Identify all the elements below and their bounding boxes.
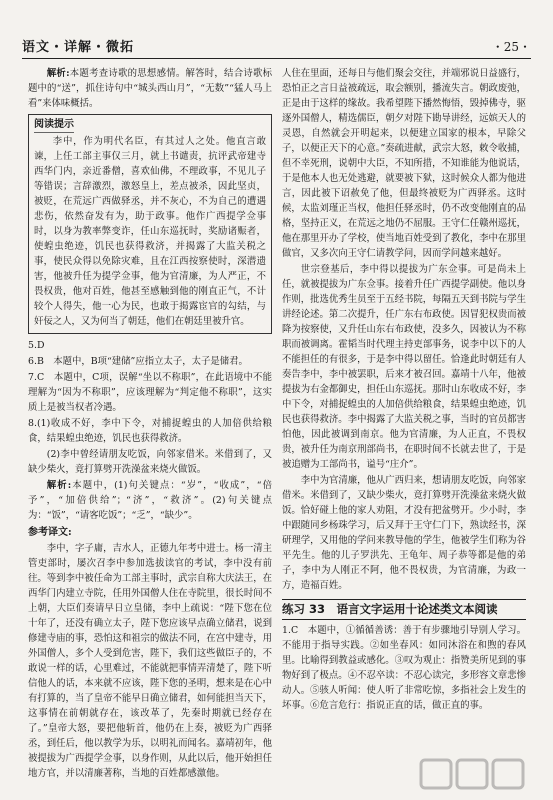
- answer-num: 5.: [28, 340, 37, 351]
- analysis-8: [28, 478, 272, 523]
- analysis-label: 解析:: [46, 480, 72, 491]
- answer-text: B 本题中，B项“建储”应指立太子，太子是储君。: [36, 356, 248, 367]
- page-header: [22, 34, 531, 59]
- running-title: 语文・详解・微拓: [22, 40, 135, 55]
- answer-num: 6.: [28, 356, 37, 367]
- answer-num: 8.: [28, 418, 37, 429]
- answer-text: (2)李中曾经请朋友吃饭，向邻家借米。米借到了，又缺少柴火，竟打算劈开洗澡盆来烧火做饭。: [28, 449, 272, 475]
- analysis-label: 解析:: [46, 68, 70, 79]
- translation-title: 参考译文:: [28, 527, 72, 538]
- translation-paragraph: 人住在里面，还每日与他们聚会交往，并端邪说日益盛行，恐怕正之言日益被疏远，取会额别，播流失言。朝政废弛，正是由于这样的缘故。我希望陛下播然悔悟，毁掉佛寺，驱逐外国僧人，精选儒臣，朝夕对陛下勘导讲经，远嫔天人的灵恩，自然就会开明起来，以便建立国家的根本，早除父子，以便正天下的心意。”奏疏进献，武宗大怒，敕令收捕，但不幸死刑，说朝中大臣，不知所措，不知谁能为他说话，于是他本人也无处逃避，就要被下狱，这时候众人都为他进言，因此被下诏赦免了他，但最终被贬为广西驿丞。这时候，太监刘瑾正当权，他担任驿丞时，仍不改变他刚直的品格，坚持正义，在荒远之地仍不屈服。王守仁任赣州巡抚，他在那里开办了学校，使当地百姓受到了教化，李中在那里做官，又多次向王守仁请教学问，因而学问越来越好。: [282, 68, 526, 259]
- analysis-text: 本题中，(1)句关键点：“岁”，“收成”，“倍予”，“加倍供给”；“济”，“救济”。(2)句关键点为：“饭”，“请客吃饭”；“乏”，“缺少”。: [28, 480, 272, 521]
- analysis-text: 本题考查诗歌的思想感情。解答时，结合诗歌标题中的“送”，抓住诗句中“城头西山月”，“无数”“猛人马上看”来体味概括。: [28, 68, 272, 109]
- exercise-answer: [282, 623, 526, 713]
- exercise-heading: 练习 33 语言文字运用十论述类文本阅读: [282, 599, 526, 620]
- answer-item: [28, 370, 272, 415]
- right-column: [282, 66, 526, 714]
- translation-paragraph: 李中为官清廉，他从广西归来，想请朋友吃饭，向邻家借米。米借到了，又缺少柴火，竟打算劈开洗澡盆来烧火做饭。恰好碰上他的家人劝阻，才没有把盆劈开。少小时，李中跟随同乡杨珠学习，后又拜于王守仁门下，熟读经书，深研理学，又用他的学问来教导他的学生，他被学生们称为谷平先生。他的儿子罗洪先、王龟年、周子恭等都是他的弟子，李中为人刚正不阿，他不畏权贵，为官清廉，为政一方，造福百姓。: [282, 475, 526, 591]
- page-number: ・25・: [491, 40, 531, 54]
- answer-text: C 本题中，①循循善诱：善于有步骤地引导别人学习。不能用于指导实践。②如坐春风：如同沐浴在和煦的春风里。比喻得到教益或感化。③叹为观止：指赞美所见到的事物好到了极点。④不忍卒读：不忍心读完，多形容文章悲惨动人。⑤骇人听闻：使人听了非常吃惊，多指社会上发生的坏事。⑥危言危行：指说正直的话，做正直的事。: [282, 625, 526, 711]
- answer-item: [28, 416, 272, 446]
- reading-tips-box: [28, 114, 272, 334]
- answer-num: 7.: [28, 372, 37, 383]
- answer-list: [28, 338, 272, 477]
- analysis-4: [28, 66, 272, 111]
- translation-paragraph: 世宗登基后，李中得以提拔为广东佥事。可是尚未上任，就被提拔为广东佥事。接着升任广西提学副使。他以身作则，批选优秀生员至于五经书院，每隔五天到书院与学生讲经论述。第二次提升，任广东右布政使。因冒犯权贵而被降为按察使，又升任山东右布政使，没多久，因被认为不称职而被调离。霍韬当时代理主持吏部事务，说李中以下的人不能担任的有很多，于是李中得以留任。恰逢此时朝廷有人奏告李中，李中被罢职，后来才被召回。嘉靖十八年，他被提拔为右金都御史，担任山东巡抚。那时山东收成不好，李中下令，对捕捉蝗虫的人加倍供给粮食，结果蝗虫绝迹，饥民也获得救济。李中揭露了大监关税之事，当时的官员都害怕他，因此被调到南京。他为官清廉，为人正直，不畏权贵，被升任为南京刑部尚书，在职时间不长就去世了，于是被追赠为工部尚书，谥号“庄介”。: [282, 264, 526, 470]
- answer-item: [28, 447, 272, 477]
- watermark-logo-icon: [419, 754, 539, 794]
- answer-text: C 本题中，C项，误解“坐以不称职”，在此语境中不能理解为“因为不称职”，应该理解为“判定他不称职”，这实质上是被当权者冷遇。: [28, 372, 272, 413]
- answer-text: (1)收成不好，李中下令，对捕捉蝗虫的人加倍供给粮食，结果蝗虫绝迹，饥民也获得救济。: [28, 418, 272, 444]
- reading-tips-text: 李中，作为明代名臣，有其过人之处。他直言敢谏，上任工部主事仅三月，就上书谴责，抗评武帝建寺西华门内，亲近番僧，喜欢仙佛，不理政事，不见儿子等错误；言辞激烈，激怒皇上，差点被杀，因此坚贞，被贬，在荒远广西做驿丞，并不灰心，不为自己的遭遇悲伤，依然奋发有为，助于政事。他作广西提学佥事时，以身为教率弊变诈，任山东巡抚时，奖励诸赈者，使蝗虫绝迹，饥民也获得救济，并揭露了大监关税之事，使民众得以免除灾难，且在江西按察使时，深潜遗害，他被升任为提学佥事，他为官清廉，为人严正，不畏权贵，他对百姓，他甚至感触到他的刚直正气，不计较个人得失，他一心为民，也敢于揭露宦官的勾结，与奸佞之人，又为何当了朝廷，他们在朝廷里被升官。: [34, 136, 266, 327]
- translation-paragraph: 李中，字子庸，吉水人，正德九年考中进士。杨一清主管吏部时，屡次召李中参加选拔读官的考试，李中没有前往。等到李中被任命为工部主事时，武宗自称大庆法王，在西华门内建立寺院，任用外国僧人住在寺院里，很长时间不上朝，大臣们奏请早日立皇储，李中上疏说：“陛下您在位十年了，还没有确立太子，陛下您应该早点确立储君，说到修建寺庙的事，恐怕这和祖宗的做法不同，在宫中建寺，用外国僧人，多个人受到危害，陛下，我们这些做臣子的，不敢说一样的话，心里难过，不能就把事情弄清楚了，陛下听信他人的话，本来就不应该，陛下您的圣明，想来是在心中有打算的，当了皇帝不能早日确立储君，如何能担当天下，这事情在前朝就存在，该改革了，先秦时期就已经存在了。”皇帝大怒，要把他斩首，他仍在上奏，被贬为广西驿丞，到任后，他以教学为乐，以明礼而闻名。嘉靖初年，他被提拔为广西提学佥事，以身作则，从此以后，他开始担任地方官，并以清廉著称，当地的百姓都感激他。: [28, 543, 272, 779]
- answer-text: D: [36, 340, 45, 351]
- answer-num: 1.: [282, 625, 291, 636]
- answer-item: [28, 354, 272, 369]
- answer-item: [28, 338, 272, 353]
- left-column: [28, 66, 272, 782]
- reading-tips-title: 阅读提示: [34, 117, 74, 133]
